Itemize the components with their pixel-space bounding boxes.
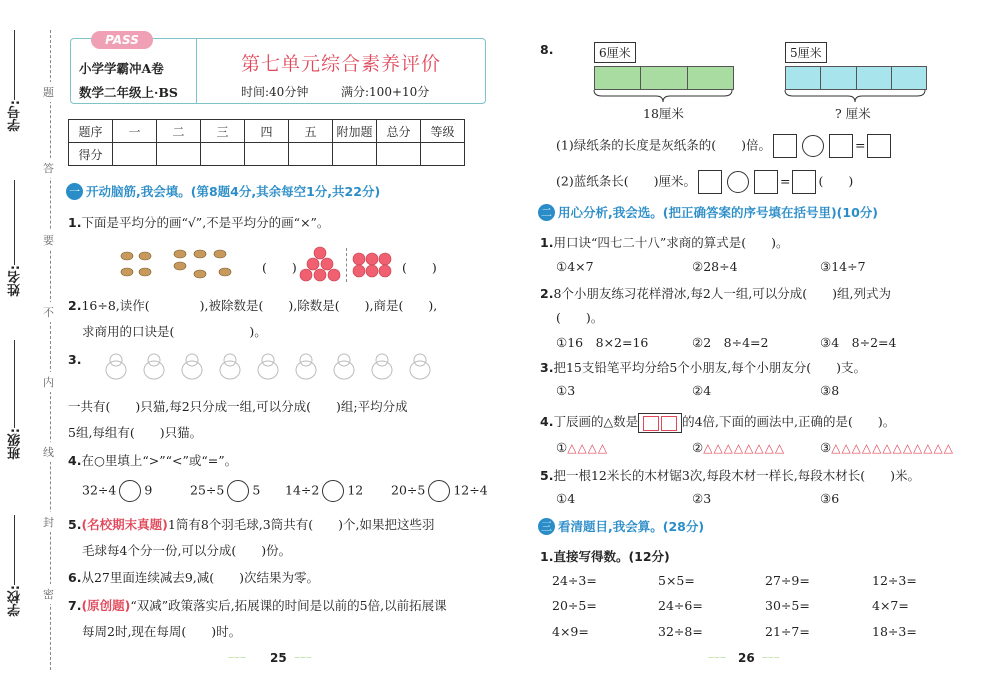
school-label: 学校: — [8, 585, 23, 617]
ants-picture — [115, 244, 255, 284]
blue-brace — [783, 88, 927, 104]
exam-header — [70, 33, 486, 104]
question-3-cont: 5组,每组有( )只猫。 — [68, 425, 203, 440]
page-decoration: ⌣⌣⌣ — [228, 653, 246, 663]
name-line — [14, 180, 15, 265]
section-title: 开动脑筋,我会填。(第8题4分,其余每空1分,共22分) — [86, 184, 381, 199]
question-text: 16÷8,读作( ),被除数是( ),除数是( ),商是( ), — [81, 298, 438, 313]
option[interactable]: ②4 — [692, 383, 712, 398]
page-decoration: ⌣⌣⌣ — [762, 653, 780, 663]
page-decoration: ⌣⌣⌣ — [708, 653, 726, 663]
table-cell: 三 — [201, 120, 245, 143]
binding-margin — [0, 0, 62, 691]
section-number: 二 — [538, 204, 555, 221]
choice-question-1: 1.用口诀“四七二十八”求商的算式是( )。 — [540, 235, 789, 250]
apples-picture — [352, 252, 396, 278]
question-text: 1筒有8个羽毛球,3筒共有( )个,如果把这些羽 — [167, 517, 435, 532]
compare-circle[interactable] — [119, 480, 141, 502]
blue-strip — [785, 66, 927, 90]
question-1 — [68, 213, 329, 231]
question-8-number: 8. — [540, 42, 554, 57]
compare-item: 32÷4 9 — [82, 480, 152, 502]
question-number: 5. — [68, 517, 82, 532]
question-4 — [68, 451, 237, 469]
page-number-left: 25 — [270, 651, 287, 665]
question-tag: (名校期末真题) — [81, 517, 168, 532]
name-label: 姓名: — [8, 265, 23, 297]
score-input-cell[interactable] — [333, 143, 377, 166]
option[interactable]: ②△△△△△△△△ — [692, 440, 786, 455]
question-8-part-1: (1)绿纸条的长度是灰纸条的( )倍。 = — [556, 134, 893, 158]
exam-time: 时间:40分钟 — [241, 85, 309, 99]
choice-question-2: 2.8个小朋友练习花样滑冰,每2人一组,可以分成( )组,列式为 — [540, 286, 892, 301]
score-input-cell[interactable] — [245, 143, 289, 166]
compare-circle[interactable] — [227, 480, 249, 502]
question-text: 下面是平均分的画“√”,不是平均分的画“×”。 — [81, 215, 330, 230]
seal-char: 内 — [43, 372, 54, 392]
seal-char: 不 — [43, 302, 54, 322]
triangle-drawing: △△△△ — [567, 441, 609, 455]
seal-line — [50, 30, 51, 670]
table-cell: 总分 — [377, 120, 421, 143]
answer-paren[interactable]: ( ) — [262, 260, 297, 275]
school-line — [14, 515, 15, 585]
question-number: 6. — [68, 570, 82, 585]
calc-item[interactable]: 24÷6= — [658, 598, 703, 613]
seal-char: 答 — [43, 158, 54, 178]
score-input-cell[interactable] — [377, 143, 421, 166]
triangle-drawing: △△△△△△△△△△△△ — [831, 441, 954, 455]
pass-logo: PASS — [91, 31, 153, 49]
score-input-cell[interactable] — [289, 143, 333, 166]
section-3-heading — [538, 515, 704, 537]
answer-box[interactable] — [773, 134, 797, 158]
seal-char: 题 — [43, 82, 54, 102]
question-text: “双减”政策落实后,拓展课的时间是以前的5倍,以前拓展课 — [130, 598, 447, 613]
table-cell: 得分 — [69, 143, 113, 166]
peaches-picture — [298, 246, 342, 282]
question-tag: (原创题) — [81, 598, 131, 613]
option[interactable]: ③4 8÷2=4 — [820, 335, 897, 350]
calc-item[interactable]: 12÷3= — [872, 573, 917, 588]
calc-question-1: 1.直接写得数。(12分) — [540, 549, 670, 564]
green-strip-length: 6厘米 — [594, 42, 636, 63]
table-row — [69, 143, 465, 166]
section-2-heading — [538, 201, 878, 223]
squares-box — [638, 413, 682, 433]
page-decoration: ⌣⌣⌣ — [294, 653, 312, 663]
question-7-cont: 每周2时,现在每周( )时。 — [82, 624, 242, 639]
seal-char: 密 — [43, 584, 54, 604]
option[interactable]: ③△△△△△△△△△△△△ — [820, 440, 954, 455]
seal-char: 线 — [43, 442, 54, 462]
student-number-line — [14, 30, 15, 100]
table-cell: 五 — [289, 120, 333, 143]
score-input-cell[interactable] — [113, 143, 157, 166]
book-name: 小学学霸冲A卷 — [79, 61, 164, 76]
answer-box[interactable] — [829, 134, 853, 158]
green-strip — [594, 66, 734, 90]
compare-item: 20÷5 12÷4 — [391, 480, 488, 502]
table-cell: 一 — [113, 120, 157, 143]
calc-item[interactable]: 4×9= — [552, 624, 589, 639]
triangle-drawing: △△△△△△△△ — [703, 441, 786, 455]
section-title: 看清题目,我会算。(28分) — [558, 519, 705, 534]
header-book-info — [71, 33, 197, 103]
calc-item[interactable]: 32÷8= — [658, 624, 703, 639]
score-input-cell[interactable] — [157, 143, 201, 166]
blue-strip-length: 5厘米 — [785, 42, 827, 63]
option[interactable]: ①4 — [556, 491, 576, 506]
answer-box[interactable] — [867, 134, 891, 158]
section-number: 一 — [66, 183, 83, 200]
option[interactable]: ③14÷7 — [820, 259, 866, 274]
calc-item[interactable]: 21÷7= — [765, 624, 810, 639]
calc-item[interactable]: 5×5= — [658, 573, 695, 588]
operator-circle[interactable] — [802, 135, 824, 157]
calc-item[interactable]: 30÷5= — [765, 598, 810, 613]
option[interactable]: ②3 — [692, 491, 712, 506]
option[interactable]: ①16 8×2=16 — [556, 335, 649, 350]
exam-title: 第七单元综合素养评价 — [241, 53, 442, 75]
seal-char: 封 — [43, 512, 54, 532]
question-number: 7. — [68, 598, 82, 613]
divider — [346, 248, 348, 282]
option[interactable]: ③6 — [820, 491, 840, 506]
section-1-heading — [66, 180, 380, 202]
table-row — [69, 120, 465, 143]
section-number: 三 — [538, 518, 555, 535]
option[interactable]: ②28÷4 — [692, 259, 738, 274]
calc-item[interactable]: 4×7= — [872, 598, 909, 613]
question-2-cont: ( )。 — [556, 310, 604, 325]
question-2 — [68, 296, 437, 314]
answer-box[interactable] — [754, 170, 778, 194]
question-3-text: 一共有( )只猫,每2只分成一组,可以分成( )组;平均分成 — [68, 399, 408, 414]
grade-info: 数学二年级上·BS — [79, 85, 178, 100]
table-cell: 四 — [245, 120, 289, 143]
cats-picture — [100, 348, 450, 384]
question-text: 从27里面连续减去9,减( )次结果为零。 — [81, 570, 320, 585]
answer-box[interactable] — [792, 170, 816, 194]
choice-question-5: 5.把一根12米长的木材锯3次,每段木材一样长,每段木材长( )米。 — [540, 468, 921, 483]
score-input-cell[interactable] — [421, 143, 465, 166]
question-5-cont: 毛球每4个分一份,可以分成( )份。 — [82, 543, 292, 558]
question-2-cont: 求商用的口诀是( )。 — [82, 324, 267, 339]
score-table — [68, 119, 465, 166]
question-5 — [68, 515, 434, 533]
student-number-label: 学号: — [8, 100, 23, 132]
question-number: 2. — [68, 298, 82, 313]
question-3 — [68, 352, 81, 367]
option[interactable]: ①△△△△ — [556, 440, 609, 455]
compare-item: 25÷5 5 — [190, 480, 260, 502]
option[interactable]: ①4×7 — [556, 259, 594, 274]
choice-question-4: 4.丁辰画的△数是 的4倍,下面的画法中,正确的是( )。 — [540, 412, 895, 433]
table-cell: 等级 — [421, 120, 465, 143]
table-cell: 附加题 — [333, 120, 377, 143]
question-7 — [68, 596, 447, 614]
seal-char: 要 — [43, 230, 54, 250]
answer-box[interactable] — [698, 170, 722, 194]
question-number: 3. — [68, 352, 82, 367]
question-6 — [68, 568, 319, 586]
table-cell: 题序 — [69, 120, 113, 143]
answer-paren[interactable]: ( ) — [402, 260, 437, 275]
option[interactable]: ②2 8÷4=2 — [692, 335, 769, 350]
blue-total-length: ? 厘米 — [835, 106, 871, 121]
compare-item: 14÷2 12 — [285, 480, 363, 502]
compare-circle[interactable] — [322, 480, 344, 502]
option[interactable]: ①3 — [556, 383, 576, 398]
class-line — [14, 340, 15, 428]
page-number-right: 26 — [738, 651, 755, 665]
green-total-length: 18厘米 — [643, 106, 684, 121]
calc-item[interactable]: 27÷9= — [765, 573, 810, 588]
calc-item[interactable]: 18÷3= — [872, 624, 917, 639]
green-brace — [592, 88, 734, 104]
calc-item[interactable]: 24÷3= — [552, 573, 597, 588]
calc-item[interactable]: 20÷5= — [552, 598, 597, 613]
exam-full-score: 满分:100+10分 — [341, 85, 430, 99]
section-title: 用心分析,我会选。(把正确答案的序号填在括号里)(10分) — [558, 205, 878, 220]
question-8-part-2: (2)蓝纸条长( )厘米。 = ( ) — [556, 170, 853, 194]
class-label: 班级: — [8, 428, 23, 460]
question-number: 1. — [68, 215, 82, 230]
compare-circle[interactable] — [428, 480, 450, 502]
table-cell: 二 — [157, 120, 201, 143]
score-input-cell[interactable] — [201, 143, 245, 166]
question-text: 在○里填上“>”“<”或“=”。 — [81, 453, 238, 468]
choice-question-3: 3.把15支铅笔平均分给5个小朋友,每个小朋友分( )支。 — [540, 360, 867, 375]
option[interactable]: ③8 — [820, 383, 840, 398]
operator-circle[interactable] — [727, 171, 749, 193]
question-number: 4. — [68, 453, 82, 468]
